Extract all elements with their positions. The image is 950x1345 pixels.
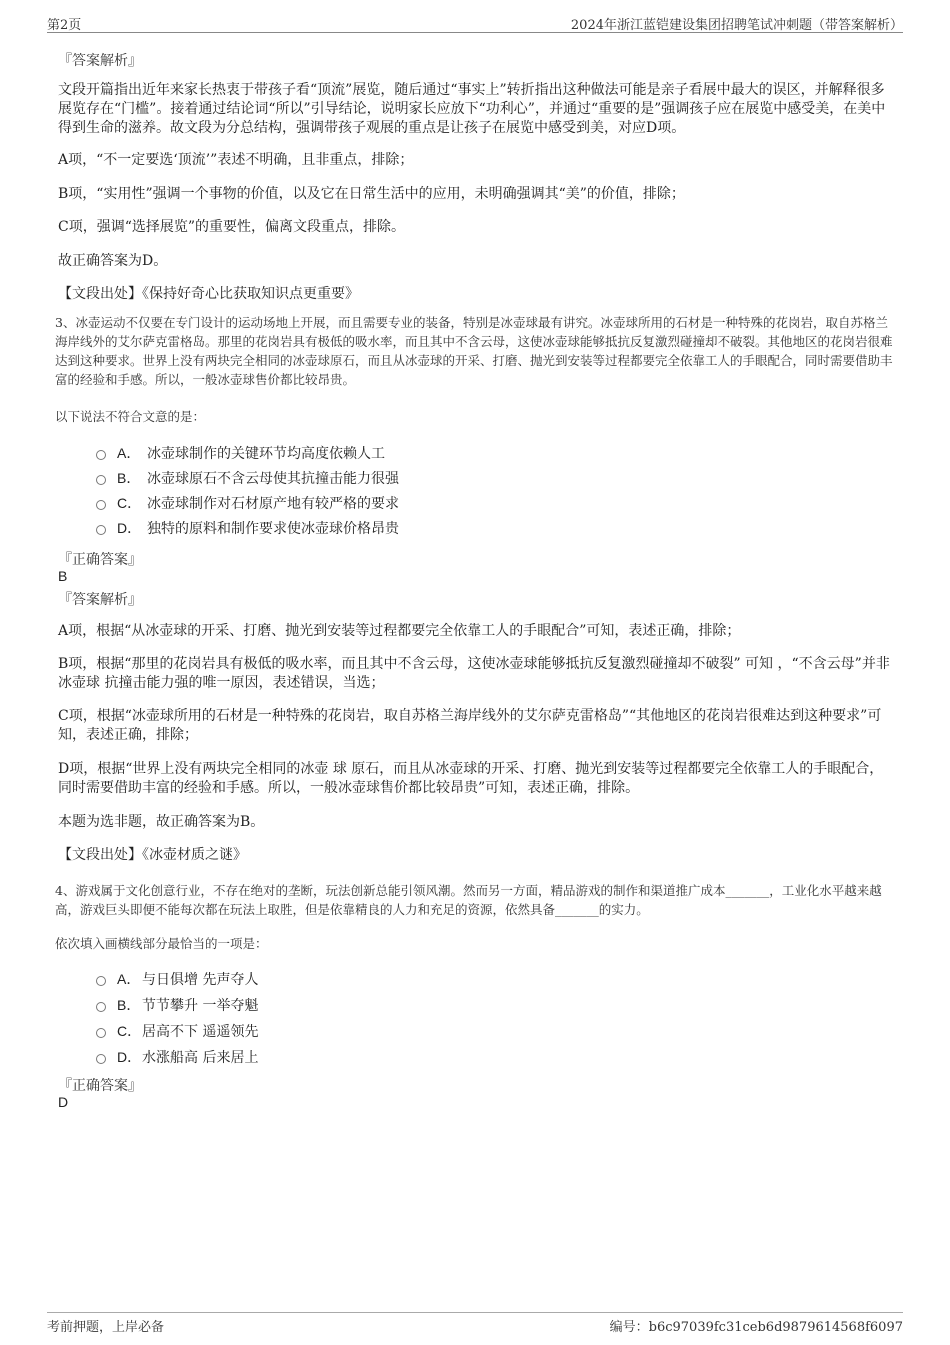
q3-prompt: 以下说法不符合文意的是： xyxy=(55,409,206,424)
option-text: 冰壶球制作对石材原产地有较严格的要求 xyxy=(147,496,399,512)
q3-correct-label: 『正确答案』 xyxy=(58,552,142,568)
q4-option-a[interactable] xyxy=(96,969,258,989)
q4-question: 4、游戏属于文化创意行业，不存在绝对的垄断，玩法创新总能引领风潮。然而另一方面，精品游戏的制作和渠道推广成本_______，工业化水平越来越高，游戏巨头即便不能每次都在玩法上取胜，但是依靠精良的人力和充足的资源，依然具备_______的实力。 xyxy=(55,883,882,917)
option-letter: B． xyxy=(117,470,141,486)
q4-option-d[interactable] xyxy=(96,1047,258,1067)
q3-conclusion: 本题为选非题，故正确答案为B。 xyxy=(58,814,265,830)
q2-analysis-label: 『答案解析』 xyxy=(58,53,142,69)
radio-icon[interactable] xyxy=(96,1002,106,1012)
page-header xyxy=(47,12,903,33)
q3-question: 3、冰壶运动不仅要在专门设计的运动场地上开展，而且需要专业的装备，特别是冰壶球最有讲究。冰壶球所用的石材是一种特殊的花岗岩，取自苏格兰海岸线外的艾尔萨克雷格岛。那里的花岗岩具有极低的吸水率，而且其中不含云母，这使冰壶球能够抵抗反复激烈碰撞却不破裂。其他地区的花岗岩很难达到这种要求。世界上没有两块完全相同的冰壶球原石，而且从冰壶球的开采、打磨、抛光到安装等过程都要完全依靠工人的手眼配合，同时需要借助丰富的经验和手感。所以，一般冰壶球售价都比较昂贵。 xyxy=(55,315,893,387)
radio-icon[interactable] xyxy=(96,525,106,535)
radio-icon[interactable] xyxy=(96,500,106,510)
q2-source: 【文段出处】《保持好奇心比获取知识点更重要》 xyxy=(58,286,359,302)
q4-prompt: 依次填入画横线部分最恰当的一项是： xyxy=(55,936,268,951)
q3-option-b[interactable] xyxy=(96,468,399,488)
option-letter: B． xyxy=(117,997,141,1013)
radio-icon[interactable] xyxy=(96,1054,106,1064)
option-letter: C． xyxy=(117,1023,142,1039)
document-title: 2024年浙江蓝铠建设集团招聘笔试冲刺题（带答案解析） xyxy=(570,18,903,33)
q3-source: 【文段出处】《冰壶材质之谜》 xyxy=(58,847,247,863)
radio-icon[interactable] xyxy=(96,450,106,460)
q4-options xyxy=(96,969,258,1067)
option-letter: C． xyxy=(117,495,142,511)
option-text: 居高不下 遥遥领先 xyxy=(142,1024,259,1040)
q3-analysis-a: A项，根据“从冰壶球的开采、打磨、抛光到安装等过程都要完全依靠工人的手眼配合”可知，表述正确，排除； xyxy=(58,623,741,639)
q2-analysis-a: A项，“不一定要选‘顶流’”表述不明确，且非重点，排除； xyxy=(58,152,414,168)
q3-analysis-c: C项，根据“冰壶球所用的石材是一种特殊的花岗岩，取自苏格兰海岸线外的艾尔萨克雷格岛”“其他地区的花岗岩很难达到这种要求”可知，表述正确，排除； xyxy=(58,708,882,743)
q2-analysis-c: C项，强调“选择展览”的重要性，偏离文段重点，排除。 xyxy=(58,219,406,235)
q3-analysis-d: D项，根据“世界上没有两块完全相同的冰壶 球 原石，而且从冰壶球的开采、打磨、抛光到安装等过程都要完全依靠工人的手眼配合，同时需要借助丰富的经验和手感。所以，一般冰壶球售价都比较昂贵”可知，表述正确，排除。 xyxy=(58,761,884,796)
document-code: 编号：b6c97039fc31ceb6d9879614568f6097 xyxy=(609,1320,903,1335)
q4-correct-label: 『正确答案』 xyxy=(58,1078,142,1094)
option-text: 冰壶球原石不含云母使其抗撞击能力很强 xyxy=(147,471,399,487)
option-text: 冰壶球制作的关键环节均高度依赖人工 xyxy=(147,446,385,462)
option-letter: D． xyxy=(117,520,142,536)
q3-options xyxy=(96,443,399,538)
page-footer xyxy=(47,1312,903,1335)
q2-analysis-b: B项，“实用性”强调一个事物的价值，以及它在日常生活中的应用，未明确强调其“美”的价值，排除； xyxy=(58,186,685,202)
page-number: 第2页 xyxy=(47,18,82,33)
q3-option-d[interactable] xyxy=(96,518,399,538)
option-letter: A． xyxy=(117,445,141,461)
q3-analysis-b: B项，根据“那里的花岗岩具有极低的吸水率，而且其中不含云母，这使冰壶球能够抵抗反复激烈碰撞却不破裂” 可知 ，“不含云母”并非 冰壶球 抗撞击能力强的唯一原因，表述错误，当选； xyxy=(58,656,890,691)
option-letter: A． xyxy=(117,971,141,987)
option-letter: D． xyxy=(117,1049,142,1065)
option-text: 水涨船高 后来居上 xyxy=(142,1050,259,1066)
q2-conclusion: 故正确答案为D。 xyxy=(58,253,168,269)
q4-option-c[interactable] xyxy=(96,1021,258,1041)
q3-correct-answer: B xyxy=(58,568,68,584)
footer-slogan: 考前押题，上岸必备 xyxy=(47,1320,165,1335)
q3-analysis-label: 『答案解析』 xyxy=(58,592,142,608)
q2-analysis-text: 文段开篇指出近年来家长热衷于带孩子看“顶流”展览，随后通过“事实上”转折指出这种做法可能是亲子看展中最大的误区，并解释很多展览存在“门槛”。接着通过结论词“所以”引导结论，说明家长应放下“功利心”，并通过“重要的是”强调孩子应在展览中感受美，在美中得到生命的滋养。故文段为分总结构，强调带孩子观展的重点是让孩子在展览中感受到美，对应D项。 xyxy=(58,82,886,136)
option-text: 独特的原料和制作要求使冰壶球价格昂贵 xyxy=(147,521,399,537)
radio-icon[interactable] xyxy=(96,475,106,485)
option-text: 节节攀升 一举夺魁 xyxy=(142,998,259,1014)
q4-option-b[interactable] xyxy=(96,995,258,1015)
radio-icon[interactable] xyxy=(96,976,106,986)
q4-correct-answer: D xyxy=(58,1094,69,1110)
q3-option-c[interactable] xyxy=(96,493,399,513)
q3-option-a[interactable] xyxy=(96,443,399,463)
radio-icon[interactable] xyxy=(96,1028,106,1038)
option-text: 与日俱增 先声夺人 xyxy=(142,972,259,988)
